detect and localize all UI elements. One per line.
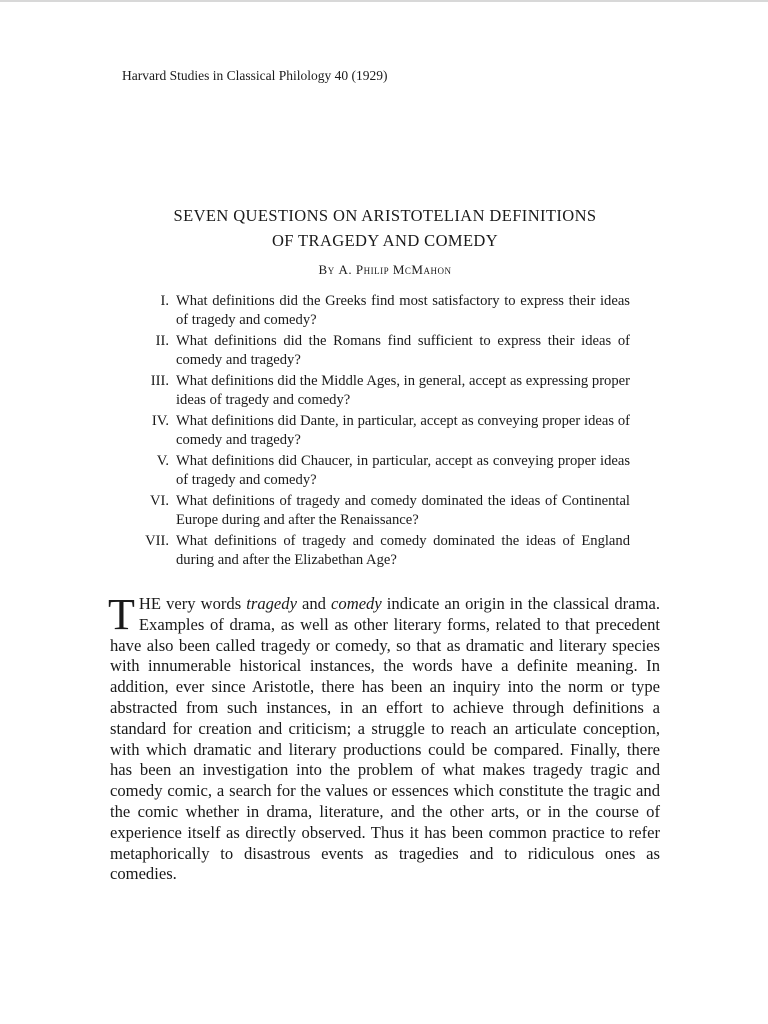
term-comedy: comedy [331, 594, 382, 613]
journal-citation: Harvard Studies in Classical Philology 40 (1929) [122, 68, 388, 83]
question-number: II. [155, 333, 169, 349]
paragraph-text-3: indicate an origin in the classical drama. Examples of drama, as well as other literary forms, related to that precedent have also been called tragedy or comedy, so that as dramatic and literary species with innumerable historical instances, the words have a definite meaning. In addition, ever since Aristotle, there has been an inquiry into the norm or type abstracted from such instances, in an effort to achieve through definitions a standard for creation and criticism; a struggle to reach an articulate conception, with which dramatic and literary productions could be compared. Finally, there has been an investigation into the problem of what makes tragedy tragic and comedy comic, a search for the values or essences which constitute the tragic and the comic whether in drama, literature, and the other arts, or in the course of experience itself as directly observed. Thus it has been common practice to refer metaphorically to disastrous events as tragedies and to ridiculous ones as comedies. [110, 594, 660, 884]
term-tragedy: tragedy [246, 594, 297, 613]
question-text: What definitions did Dante, in particular, accept as conveying proper ideas of comedy and tragedy? [176, 413, 630, 448]
question-number: IV. [151, 413, 169, 429]
question-number: VII. [145, 533, 169, 549]
question-text: What definitions did Chaucer, in particular, accept as conveying proper ideas of tragedy and comedy? [176, 453, 630, 488]
question-text: What definitions of tragedy and comedy dominated the ideas of Continental Europe during and after the Renaissance? [176, 493, 630, 528]
question-item [130, 332, 630, 369]
title-line-2: OF TRAGEDY AND COMEDY [271, 231, 499, 250]
drop-cap: T [108, 590, 135, 639]
opening-paragraph [108, 590, 660, 885]
question-text: What definitions did the Middle Ages, in general, accept as expressing proper ideas of tragedy and comedy? [176, 373, 630, 408]
title-line-1: SEVEN QUESTIONS ON ARISTOTELIAN DEFINITIONS [173, 206, 597, 225]
byline-prefix: By [318, 262, 335, 277]
questions-list [130, 292, 630, 572]
question-text: What definitions did the Romans find sufficient to express their ideas of comedy and tragedy? [176, 333, 630, 368]
question-text: What definitions of tragedy and comedy dominated the ideas of England during and after the Elizabethan Age? [176, 533, 630, 568]
question-item [130, 412, 630, 449]
question-item [130, 532, 630, 569]
question-number: I. [160, 293, 169, 309]
question-item [130, 292, 630, 329]
page-top-edge [0, 0, 768, 2]
paragraph-text-2: and [296, 594, 332, 613]
question-number: III. [150, 373, 169, 389]
question-item [130, 452, 630, 489]
byline [80, 262, 690, 278]
question-number: VI. [149, 493, 169, 509]
author-name: A. Philip McMahon [338, 262, 452, 277]
question-item [130, 372, 630, 409]
question-text: What definitions did the Greeks find most satisfactory to express their ideas of tragedy and comedy? [176, 293, 630, 328]
article-title [80, 203, 690, 253]
question-number: V. [156, 453, 169, 469]
paragraph-text-1: HE very words [138, 594, 247, 613]
question-item [130, 492, 630, 529]
